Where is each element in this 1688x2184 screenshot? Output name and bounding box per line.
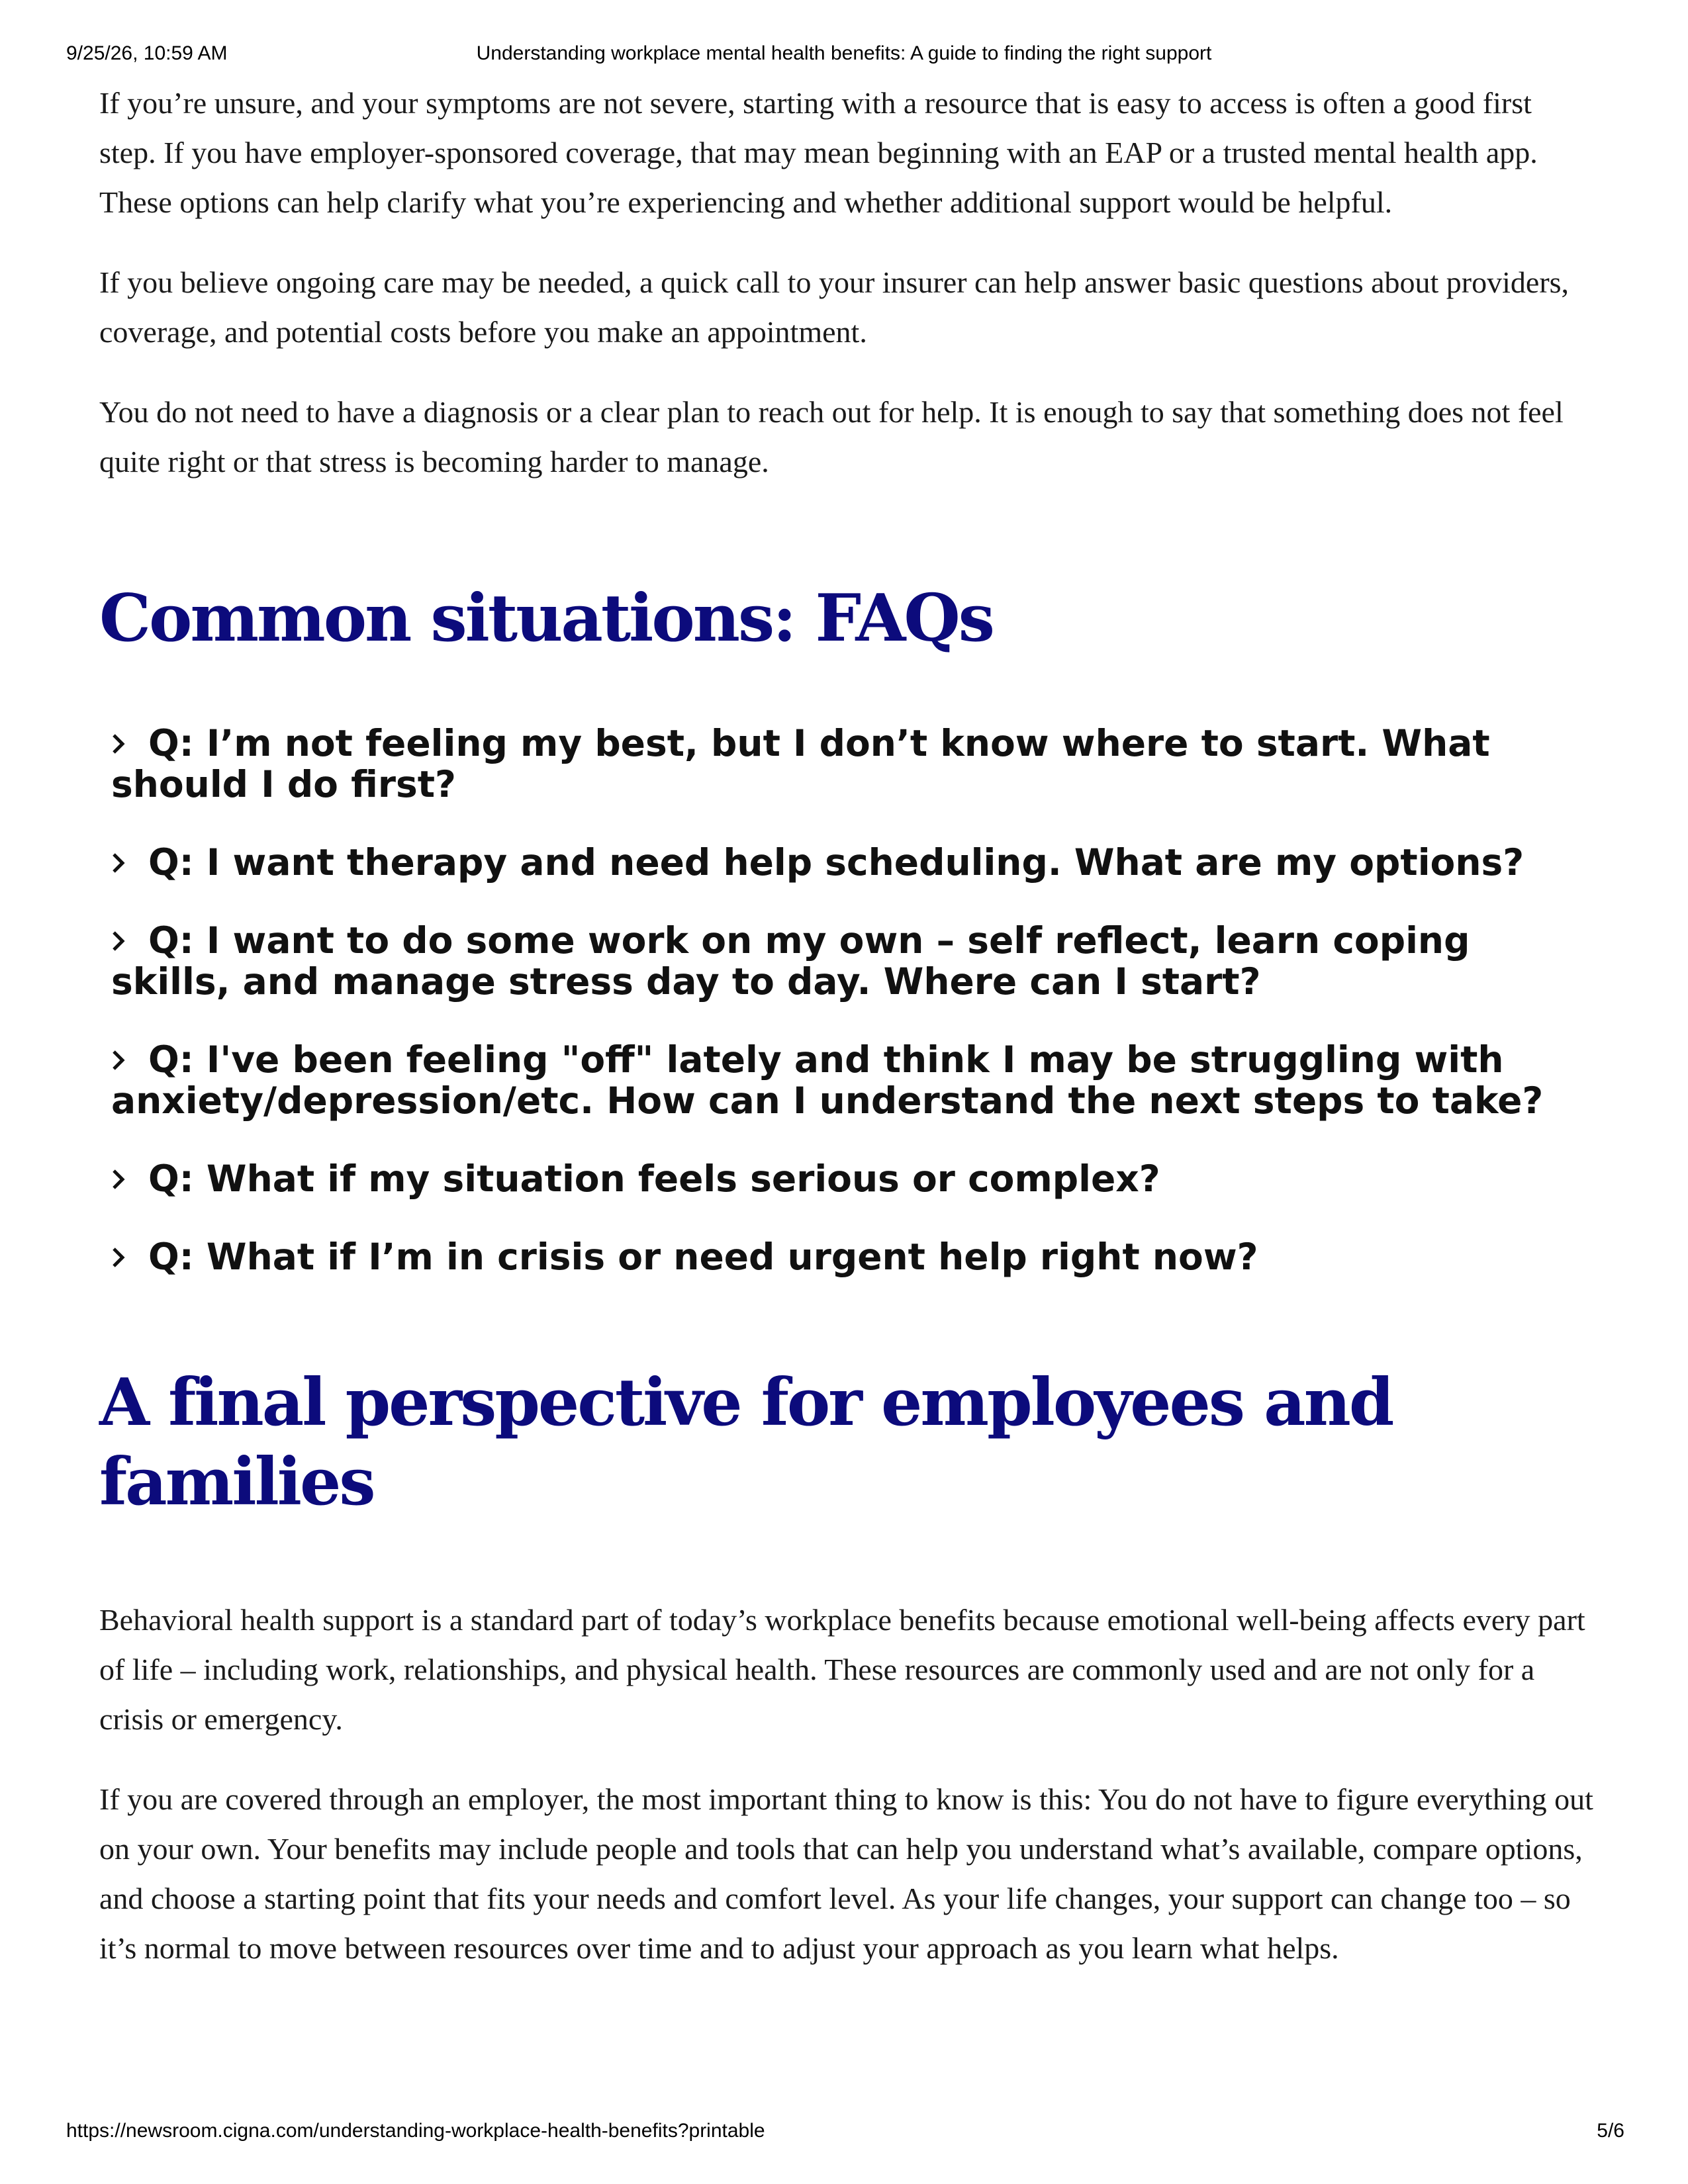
final-perspective-heading: A final perspective for employees and families xyxy=(99,1365,1393,1520)
chevron-right-icon xyxy=(111,920,148,952)
article-content xyxy=(99,78,1595,1973)
faq-question: Q: I've been feeling "off" lately and think I may be struggling with anxiety/depression/etc. How can I understand the next steps to take? xyxy=(111,1038,1544,1122)
print-url: https://newsroom.cigna.com/understanding-workplace-health-benefits?printable xyxy=(66,2120,765,2142)
faq-item-6[interactable] xyxy=(99,1236,1595,1277)
chevron-right-icon xyxy=(111,1158,148,1190)
faq-question: Q: I want therapy and need help scheduling. What are my options? xyxy=(148,841,1524,884)
faq-heading: Common situations: FAQs xyxy=(99,580,993,657)
chevron-right-icon xyxy=(111,1039,148,1071)
faq-item-3[interactable] xyxy=(99,920,1595,1002)
faq-question: Q: What if I’m in crisis or need urgent help right now? xyxy=(148,1236,1258,1278)
faq-question: Q: I want to do some work on my own – self reflect, learn coping skills, and manage stress day to day. Where can I start? xyxy=(111,919,1470,1003)
page-number: 5/6 xyxy=(1597,2120,1624,2142)
chevron-right-icon xyxy=(111,1236,148,1268)
intro-paragraph-2: If you believe ongoing care may be needed, a quick call to your insurer can help answer basic questions about providers, coverage, and potential costs before you make an appointment. xyxy=(99,265,1570,349)
faq-item-5[interactable] xyxy=(99,1158,1595,1199)
faq-question: Q: I’m not feeling my best, but I don’t know where to start. What should I do first? xyxy=(111,722,1490,805)
print-datetime: 9/25/26, 10:59 AM xyxy=(66,42,228,64)
faq-item-2[interactable] xyxy=(99,842,1595,883)
faq-list xyxy=(99,723,1595,1277)
faq-item-4[interactable] xyxy=(99,1039,1595,1121)
chevron-right-icon xyxy=(111,723,148,754)
faq-item-1[interactable] xyxy=(99,723,1595,805)
print-header xyxy=(0,42,1688,69)
faq-question: Q: What if my situation feels serious or complex? xyxy=(148,1158,1160,1200)
final-paragraph-2: If you are covered through an employer, the most important thing to know is this: You do not have to figure everything out on your own. Your benefits may include people and tools that can help you understand what’s available, compare options, and choose a starting point that fits your needs and comfort level. As your life changes, your support can change too – so it’s normal to move between resources over time and to adjust your approach as you learn what helps. xyxy=(99,1782,1593,1965)
intro-paragraph-3: You do not need to have a diagnosis or a clear plan to reach out for help. It is enough to say that something does not feel quite right or that stress is becoming harder to manage. xyxy=(99,395,1564,478)
chevron-right-icon xyxy=(111,842,148,874)
print-footer xyxy=(0,2120,1688,2146)
intro-paragraph-1: If you’re unsure, and your symptoms are not severe, starting with a resource that is easy to access is often a good first step. If you have employer-sponsored coverage, that may mean beginning with an EAP or a trusted mental health app. These options can help clarify what you’re experiencing and whether additional support would be helpful. xyxy=(99,86,1538,219)
final-paragraph-1: Behavioral health support is a standard part of today’s workplace benefits because emotional well-being affects every part of life – including work, relationships, and physical health. These resources are commonly used and are not only for a crisis or emergency. xyxy=(99,1603,1585,1736)
print-page-title: Understanding workplace mental health benefits: A guide to finding the right support xyxy=(476,42,1212,64)
